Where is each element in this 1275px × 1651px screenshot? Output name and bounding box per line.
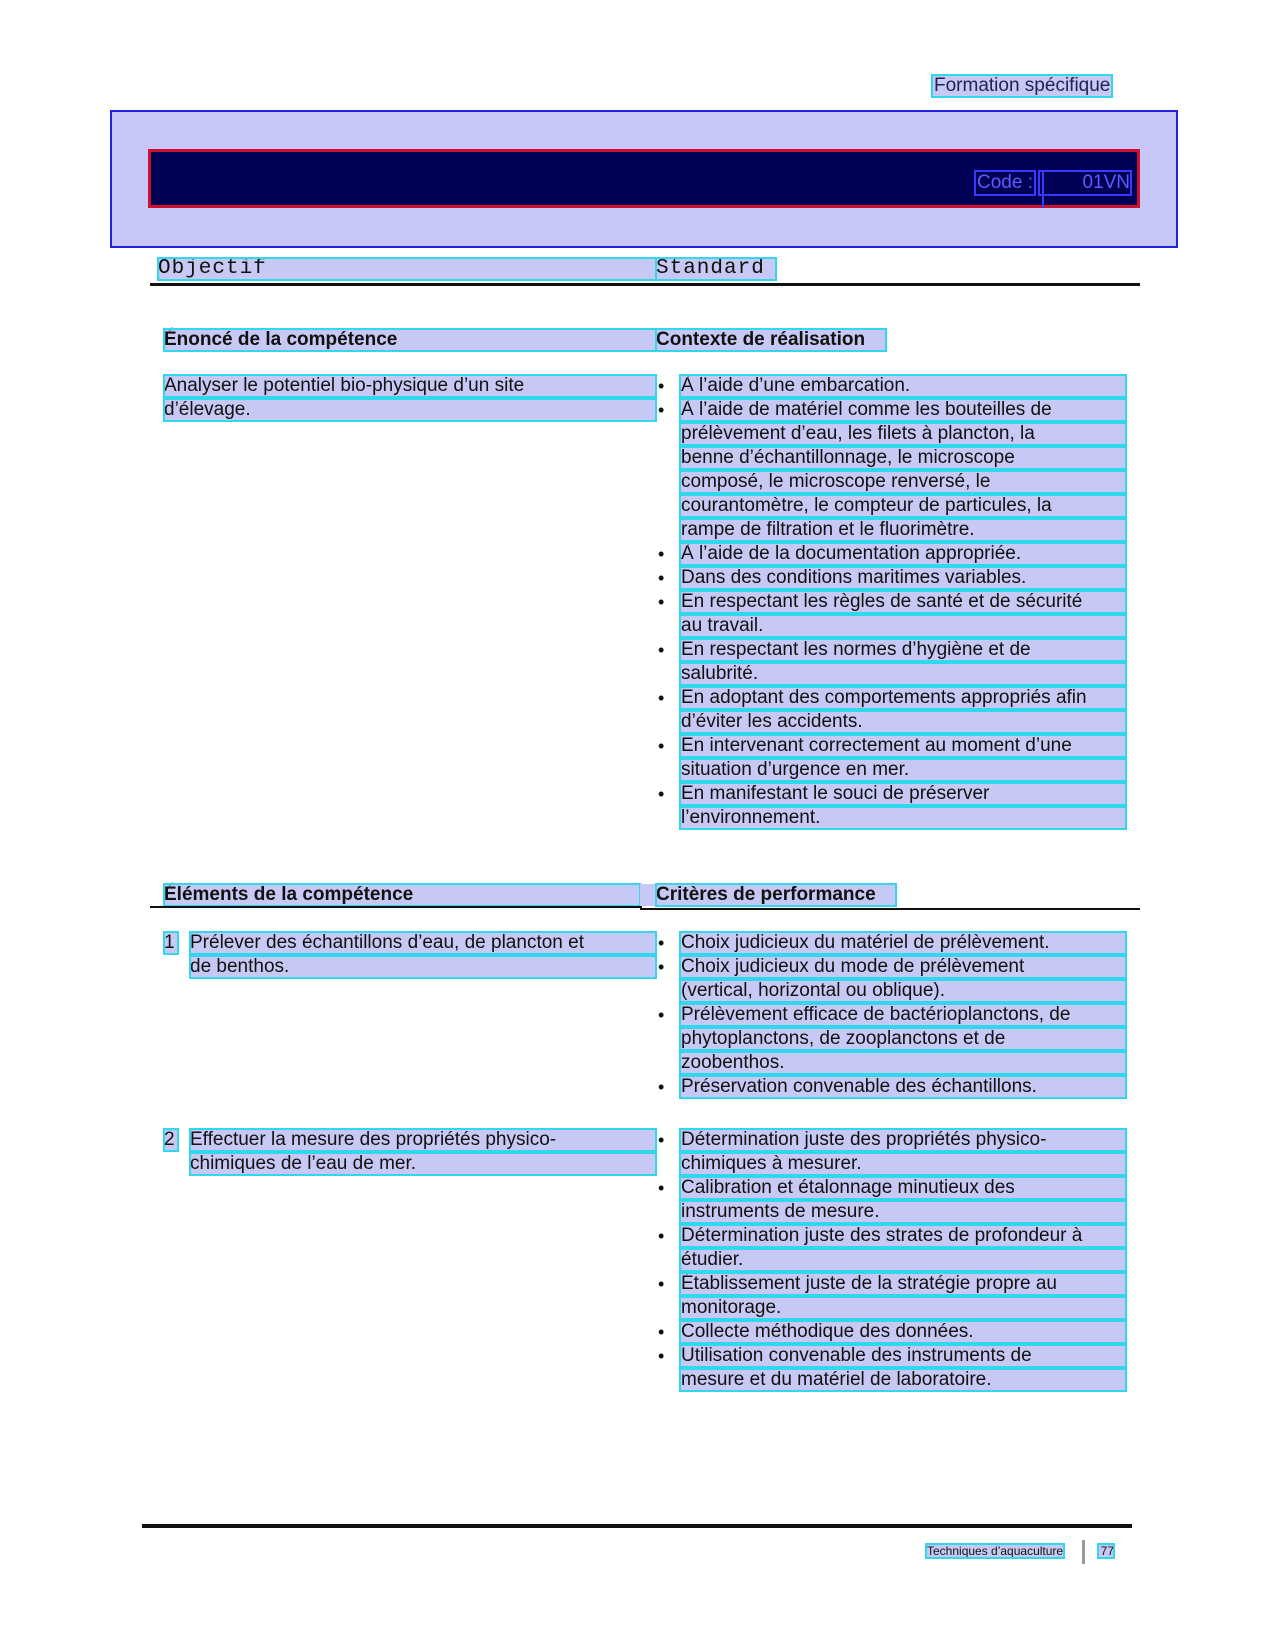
bullet-icon: • [658, 1226, 665, 1246]
bullet-text-line: Prélèvement efficace de bactérioplanctons, de [680, 1004, 1126, 1026]
bullet-item [656, 783, 1126, 829]
bullet-text-line: Préservation convenable des échantillons. [680, 1076, 1126, 1098]
criteres-list [656, 1129, 1126, 1393]
elements-rule-right [642, 908, 1140, 910]
bullet-text-line: benne d’échantillonnage, le microscope [680, 447, 1126, 469]
bullet-text-line: À l’aide de matériel comme les bouteilles de [680, 399, 1126, 421]
objectif-heading: Objectif [158, 258, 656, 280]
bullet-text-line: rampe de filtration et le fluorimètre. [680, 519, 1126, 541]
bullet-item [656, 1225, 1126, 1271]
bullet-item [656, 591, 1126, 637]
bullet-text-line: En adoptant des comportements appropriés afin [680, 687, 1126, 709]
bullet-text-line: En intervenant correctement au moment d’une [680, 735, 1126, 757]
bullet-item [656, 1076, 1126, 1098]
objectif-rule [150, 283, 1140, 286]
bullet-item [656, 375, 1126, 397]
bullet-text-line: À l’aide d’une embarcation. [680, 375, 1126, 397]
bullet-text-line: étudier. [680, 1249, 1126, 1271]
criteres-heading: Critères de performance [656, 884, 896, 906]
heading-gap [640, 884, 656, 906]
enonce-line: d’élevage. [164, 399, 656, 421]
bullet-icon: • [658, 376, 665, 396]
bullet-item [656, 932, 1126, 954]
bullet-text-line: phytoplanctons, de zooplanctons et de [680, 1028, 1126, 1050]
element-line: Prélever des échantillons d’eau, de plancton et [190, 932, 656, 954]
bullet-text-line: À l’aide de la documentation appropriée. [680, 543, 1126, 565]
bullet-text-line: instruments de mesure. [680, 1201, 1126, 1223]
element-text [190, 932, 656, 980]
bullet-text-line: monitorage. [680, 1297, 1126, 1319]
enonce-heading: Énoncé de la compétence [164, 329, 656, 351]
bullet-text-line: (vertical, horizontal ou oblique). [680, 980, 1126, 1002]
bullet-text-line: au travail. [680, 615, 1126, 637]
bullet-item [656, 956, 1126, 1002]
bullet-item [656, 639, 1126, 685]
bullet-icon: • [658, 1346, 665, 1366]
bullet-item [656, 543, 1126, 565]
element-line: Effectuer la mesure des propriétés physico- [190, 1129, 656, 1151]
elements-rule-left [150, 906, 640, 908]
bullet-item [656, 1004, 1126, 1074]
bullet-icon: • [658, 1322, 665, 1342]
element-line: chimiques de l’eau de mer. [190, 1153, 656, 1175]
document-section-label: Formation spécifique [934, 75, 1111, 96]
bullet-text-line: Calibration et étalonnage minutieux des [680, 1177, 1126, 1199]
element-number: 2 [164, 1129, 178, 1151]
bullet-text-line: En respectant les règles de santé et de sécurité [680, 591, 1126, 613]
bullet-text-line: Établissement juste de la stratégie propre au [680, 1273, 1126, 1295]
bullet-item [656, 1273, 1126, 1319]
bullet-text-line: situation d’urgence en mer. [680, 759, 1126, 781]
element-number: 1 [164, 932, 178, 954]
bullet-text-line: En respectant les normes d’hygiène et de [680, 639, 1126, 661]
code-value: 01VN [1040, 172, 1130, 194]
bullet-icon: • [658, 736, 665, 756]
bullet-item [656, 1321, 1126, 1343]
bullet-icon: • [658, 400, 665, 420]
bullet-text-line: composé, le microscope renversé, le [680, 471, 1126, 493]
bullet-text-line: chimiques à mesurer. [680, 1153, 1126, 1175]
enonce-text [164, 375, 656, 423]
bullet-text-line: salubrité. [680, 663, 1126, 685]
elements-heading: Éléments de la compétence [164, 884, 640, 906]
bullet-item [656, 687, 1126, 733]
bullet-icon: • [658, 1178, 665, 1198]
bullet-icon: • [658, 1274, 665, 1294]
bullet-text-line: l’environnement. [680, 807, 1126, 829]
bullet-item [656, 1345, 1126, 1391]
bullet-icon: • [658, 640, 665, 660]
bullet-icon: • [658, 592, 665, 612]
page-number: 77 [1098, 1544, 1114, 1558]
bullet-text-line: Collecte méthodique des données. [680, 1321, 1126, 1343]
bullet-icon: • [658, 688, 665, 708]
bullet-item [656, 1177, 1126, 1223]
bullet-item [656, 399, 1126, 541]
bullet-icon: • [658, 1077, 665, 1097]
footer-title: Techniques d’aquaculture [927, 1544, 1064, 1558]
bullet-text-line: Choix judicieux du matériel de prélèvement. [680, 932, 1126, 954]
standard-heading: Standard [656, 258, 776, 280]
bullet-text-line: d’éviter les accidents. [680, 711, 1126, 733]
criteres-list [656, 932, 1126, 1100]
bullet-icon: • [658, 568, 665, 588]
bullet-item [656, 567, 1126, 589]
footer-rule [142, 1524, 1132, 1528]
bullet-icon: • [658, 784, 665, 804]
bullet-icon: • [658, 1005, 665, 1025]
bullet-text-line: Détermination juste des strates de profondeur à [680, 1225, 1126, 1247]
bullet-text-line: prélèvement d’eau, les filets à plancton, la [680, 423, 1126, 445]
bullet-text-line: mesure et du matériel de laboratoire. [680, 1369, 1126, 1391]
bullet-text-line: Dans des conditions maritimes variables. [680, 567, 1126, 589]
bullet-icon: • [658, 957, 665, 977]
bullet-item [656, 735, 1126, 781]
bullet-icon: • [658, 933, 665, 953]
bullet-text-line: En manifestant le souci de préserver [680, 783, 1126, 805]
bullet-text-line: Choix judicieux du mode de prélèvement [680, 956, 1126, 978]
element-text [190, 1129, 656, 1177]
bullet-text-line: Détermination juste des propriétés physico- [680, 1129, 1126, 1151]
contexte-list [656, 375, 1126, 831]
element-line: de benthos. [190, 956, 656, 978]
footer-separator [1082, 1540, 1085, 1564]
bullet-text-line: Utilisation convenable des instruments de [680, 1345, 1126, 1367]
bullet-item [656, 1129, 1126, 1175]
bullet-text-line: courantomètre, le compteur de particules, la [680, 495, 1126, 517]
bullet-text-line: zoobenthos. [680, 1052, 1126, 1074]
code-label: Code : [977, 172, 1033, 193]
enonce-line: Analyser le potentiel bio-physique d’un site [164, 375, 656, 397]
contexte-heading: Contexte de réalisation [656, 329, 886, 351]
bullet-icon: • [658, 544, 665, 564]
bullet-icon: • [658, 1130, 665, 1150]
